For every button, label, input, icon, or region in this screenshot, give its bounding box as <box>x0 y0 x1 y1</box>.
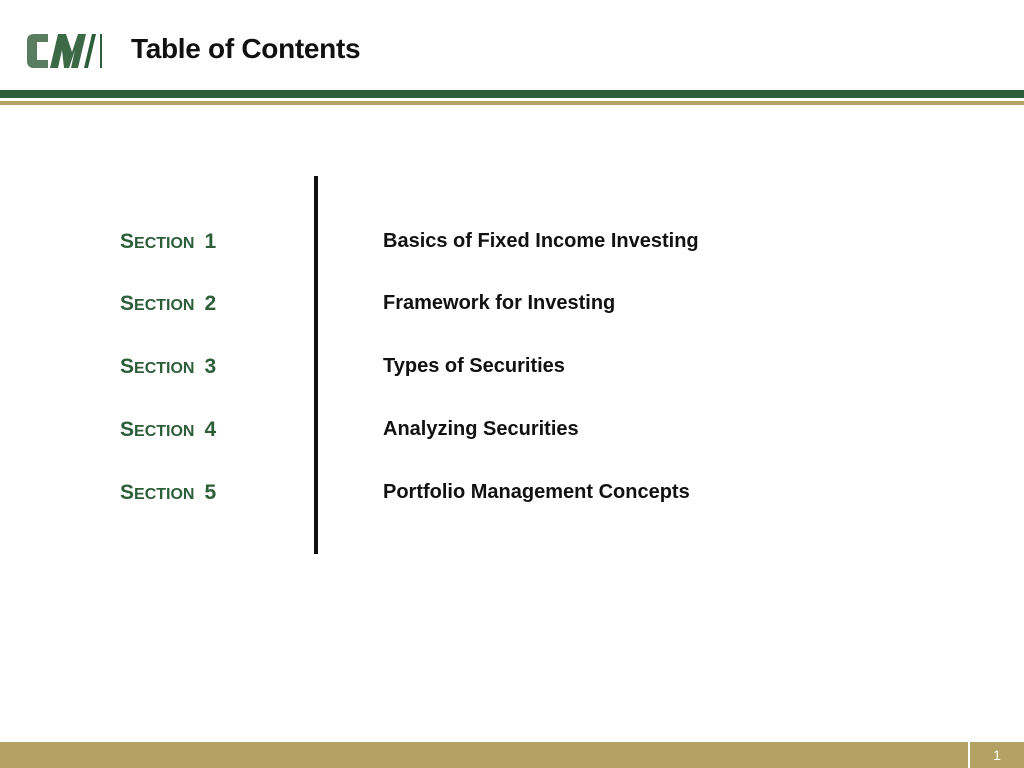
section-number: 3 <box>204 355 217 378</box>
header-rule-green <box>0 90 1024 98</box>
section-title: Basics of Fixed Income Investing <box>383 230 699 252</box>
section-label: SECTION 4 <box>120 418 217 441</box>
section-number: 5 <box>204 481 217 504</box>
page-number: 1 <box>993 747 1001 763</box>
section-label: SECTION 1 <box>120 230 217 253</box>
toc-row[interactable] <box>0 290 1024 330</box>
section-title: Analyzing Securities <box>383 418 579 440</box>
toc-row[interactable] <box>0 228 1024 268</box>
section-number: 1 <box>204 230 217 253</box>
page-title: Table of Contents <box>131 33 361 64</box>
toc-row[interactable] <box>0 479 1024 519</box>
header-rule-tan <box>0 101 1024 105</box>
cm-logo-icon <box>26 32 102 70</box>
toc-row[interactable] <box>0 416 1024 456</box>
section-label: SECTION 3 <box>120 355 217 378</box>
section-title: Types of Securities <box>383 355 565 377</box>
section-number: 2 <box>204 292 217 315</box>
section-label: SECTION 5 <box>120 481 217 504</box>
section-title: Framework for Investing <box>383 292 616 314</box>
toc-row[interactable] <box>0 353 1024 393</box>
slide-header <box>0 0 1024 90</box>
footer-bar <box>0 742 1024 768</box>
section-title: Portfolio Management Concepts <box>383 481 690 503</box>
section-label: SECTION 2 <box>120 292 217 315</box>
section-number: 4 <box>204 418 217 441</box>
